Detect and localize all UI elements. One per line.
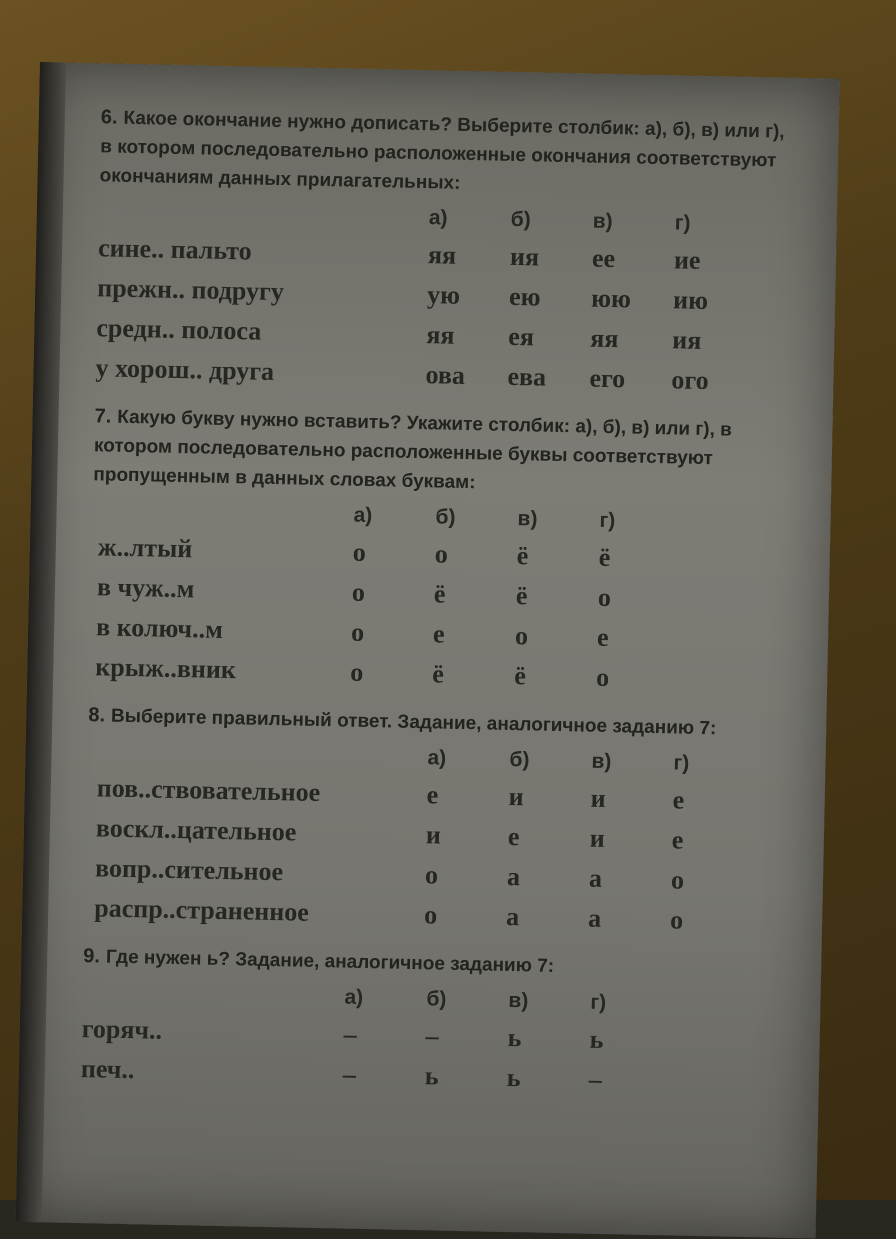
word: печ.. bbox=[80, 1054, 135, 1085]
task-6-question bbox=[99, 103, 801, 205]
answer-cell: е bbox=[432, 619, 445, 649]
answer-cell: – bbox=[588, 1064, 603, 1094]
answer-cell: ева bbox=[507, 361, 547, 392]
word: в чуж..м bbox=[96, 572, 195, 604]
word: распр..страненное bbox=[93, 893, 310, 927]
task-7-question bbox=[93, 402, 795, 504]
answer-cell: юю bbox=[590, 283, 632, 314]
answer-cell: ия bbox=[509, 241, 540, 272]
task-6-text: Какое окончание нужно дописать? Выберите столбик: а), б), в) или г), в котором последовательно расположенные окончания соответствуют окончаниям данных прилагательных: bbox=[99, 107, 785, 194]
option-d: г) bbox=[673, 751, 690, 775]
answer-cell: ё bbox=[515, 581, 528, 611]
option-c: в) bbox=[517, 507, 538, 531]
word: прежн.. подругу bbox=[96, 273, 285, 307]
answer-cell: ия bbox=[672, 325, 702, 355]
answer-cell: – bbox=[343, 1019, 358, 1049]
task-9-number: 9. bbox=[83, 945, 101, 968]
option-a: а) bbox=[428, 206, 448, 230]
answer-cell: о bbox=[514, 621, 529, 651]
answer-cell: а bbox=[506, 861, 521, 892]
answer-cell: о bbox=[595, 662, 610, 693]
page-content bbox=[80, 103, 801, 1117]
option-c: в) bbox=[508, 989, 529, 1013]
answer-cell: е bbox=[671, 825, 684, 855]
answer-cell: ё bbox=[431, 659, 445, 689]
option-a: а) bbox=[427, 746, 447, 770]
answer-cell: е bbox=[672, 785, 685, 815]
option-a: а) bbox=[353, 503, 373, 528]
answer-cell: ую bbox=[426, 280, 461, 310]
answer-cell: а bbox=[587, 903, 602, 933]
answer-cell: яя bbox=[590, 323, 619, 354]
answer-cell: и bbox=[508, 781, 525, 812]
task-6-table bbox=[95, 194, 757, 402]
answer-cell: ова bbox=[425, 360, 466, 390]
task-7-number: 7. bbox=[94, 405, 112, 428]
answer-cell: е bbox=[507, 821, 520, 852]
answer-cell: яя bbox=[427, 240, 457, 270]
answer-cell: ого bbox=[671, 365, 709, 396]
answer-cell: ее bbox=[591, 243, 616, 274]
answer-cell: – bbox=[425, 1021, 439, 1051]
word: пов..ствовательное bbox=[96, 773, 321, 808]
answer-cell: и bbox=[425, 820, 442, 850]
task-8 bbox=[84, 701, 789, 943]
answer-cell: и bbox=[589, 823, 606, 853]
task-9-text: Где нужен ь? Задание, аналогичное заданию 7: bbox=[105, 946, 555, 977]
task-7-table bbox=[89, 493, 682, 699]
task-7 bbox=[89, 402, 795, 702]
answer-cell: и bbox=[590, 783, 606, 814]
option-d: г) bbox=[590, 990, 607, 1015]
answer-cell: о bbox=[597, 582, 612, 613]
answer-cell: ию bbox=[672, 285, 709, 316]
answer-cell: о bbox=[670, 865, 685, 895]
book-page bbox=[16, 62, 840, 1238]
task-8-number: 8. bbox=[88, 704, 106, 727]
option-c: в) bbox=[592, 209, 613, 234]
task-8-table bbox=[84, 734, 756, 942]
answer-cell: ё bbox=[433, 579, 446, 609]
task-9-table bbox=[80, 975, 672, 1101]
answer-cell: о bbox=[423, 900, 438, 930]
task-7-text: Какую букву нужно вставить? Укажите столбик: а), б), в) или г), в котором последовательно расположенные буквы соответствуют пропущенным в данных словах буквам: bbox=[93, 406, 733, 494]
answer-cell: ё bbox=[598, 542, 611, 573]
answer-cell: ь bbox=[506, 1063, 521, 1093]
word: крыж..вник bbox=[95, 652, 237, 685]
answer-cell: ё bbox=[516, 541, 529, 571]
word: у хорош.. друга bbox=[95, 353, 275, 386]
answer-cell: о bbox=[349, 657, 364, 687]
word: в колюч..м bbox=[95, 612, 224, 644]
option-b: б) bbox=[509, 747, 530, 772]
answer-cell: е bbox=[596, 622, 609, 653]
word: горяч.. bbox=[81, 1014, 163, 1045]
answer-cell: е bbox=[426, 780, 439, 810]
option-a: а) bbox=[344, 985, 364, 1009]
answer-cell: о bbox=[424, 860, 439, 890]
answer-cell: ь bbox=[589, 1024, 604, 1055]
answer-cell: о bbox=[434, 539, 449, 569]
answer-cell: – bbox=[342, 1059, 357, 1089]
option-b: б) bbox=[435, 505, 456, 529]
answer-cell: о bbox=[350, 617, 365, 647]
answer-cell: ь bbox=[507, 1023, 522, 1053]
word: воскл..цательное bbox=[95, 813, 297, 847]
option-b: б) bbox=[426, 987, 447, 1011]
answer-cell: а bbox=[505, 901, 520, 932]
answer-cell: о bbox=[351, 577, 366, 607]
answer-cell: ея bbox=[508, 321, 535, 352]
answer-cell: о bbox=[352, 537, 367, 567]
answer-cell: ие bbox=[673, 245, 701, 275]
task-6-number: 6. bbox=[100, 106, 118, 129]
answer-cell: ё bbox=[513, 661, 527, 691]
word: сине.. пальто bbox=[97, 233, 252, 266]
option-c: в) bbox=[591, 749, 612, 774]
word: вопр..сительное bbox=[94, 853, 284, 887]
option-d: г) bbox=[599, 508, 616, 533]
word: средн.. полоса bbox=[96, 313, 262, 346]
answer-cell: ь bbox=[424, 1061, 439, 1091]
option-d: г) bbox=[674, 211, 691, 235]
option-b: б) bbox=[510, 207, 532, 232]
answer-cell: его bbox=[589, 363, 626, 394]
answer-cell: ею bbox=[508, 281, 541, 312]
answer-cell: а bbox=[588, 863, 603, 893]
answer-cell: о bbox=[669, 905, 684, 935]
task-9 bbox=[80, 942, 783, 1104]
task-6 bbox=[95, 103, 801, 403]
word: ж..лтый bbox=[97, 532, 193, 564]
answer-cell: яя bbox=[426, 320, 455, 350]
task-8-text: Выберите правильный ответ. Задание, аналогичное заданию 7: bbox=[110, 705, 717, 740]
